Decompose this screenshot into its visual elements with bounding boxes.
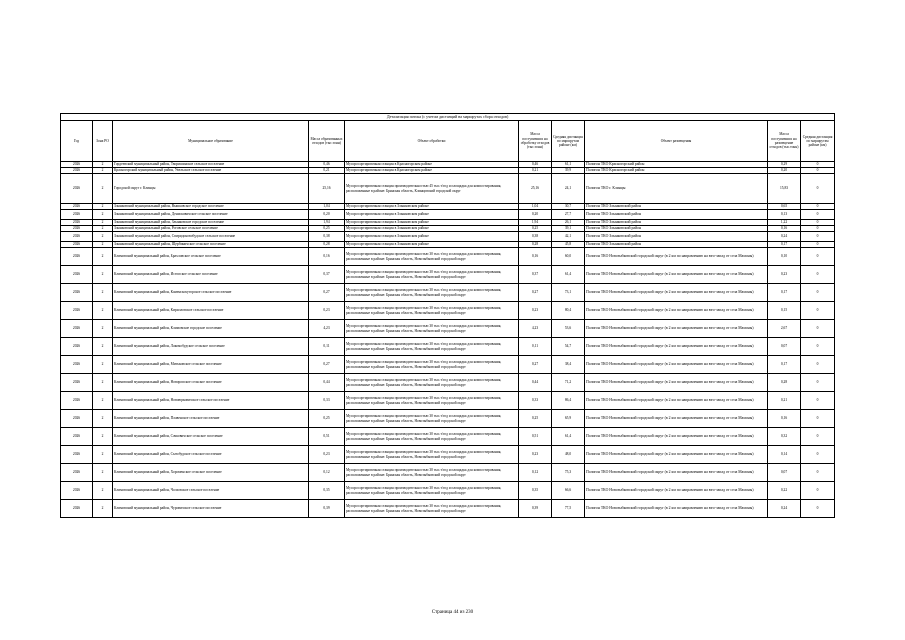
cell-municipality: Климовский муниципальный район, Истопское сельское поселение [113,266,309,284]
header-distance-placement: Средняя дистанция по маршрутам районе (км) [801,121,835,162]
cell-processing-object: Мусоросортировочная станция в Красногорском районе [345,168,519,174]
cell-year: 2026 [61,410,93,428]
cell-zone: 2 [93,248,113,266]
cell-mass-processing: 0,51 [519,428,552,446]
header-placement-object: Объект размещения [585,121,768,162]
cell-placement-object: Полигон ТКО Злынковский район [585,204,768,210]
cell-mass-generated: 0,27 [309,356,345,374]
cell-distance-placement: 0 [801,226,835,232]
cell-distance-placement: 0 [801,392,835,410]
cell-municipality: Злынковский муниципальный район, Злынковское городское поселение [113,220,309,226]
cell-mass-processing: 0,33 [519,392,552,410]
cell-processing-object: Мусоросортировочная станция в Злынковском районе [345,220,519,226]
cell-mass-processing: 0,39 [519,500,552,518]
cell-year: 2026 [61,446,93,464]
cell-placement-object: Полигон ТКО Новозыбковский городской округ (в 2 км по направлению на юго-запад от села Мамоны) [585,428,768,446]
cell-processing-object: Мусоросортировочная станция производительностью 30 тыс.т/год и площадка для компостирования, расположенные в районе: Брянская область, Новозыбковский городской округ [345,248,519,266]
cell-placement-object: Полигон ТКО Красногорский район [585,162,768,168]
cell-municipality: Климовский муниципальный район, Брахловское сельское поселение [113,248,309,266]
cell-mass-generated: 0,28 [309,242,345,248]
cell-processing-object: Мусоросортировочная станция производительностью 30 тыс.т/год и площадка для компостирования, расположенные в районе: Брянская область, Новозыбковский городской округ [345,446,519,464]
cell-municipality: Климовский муниципальный район, Новоюрковичское сельское поселение [113,392,309,410]
cell-year: 2026 [61,162,93,168]
cell-mass-processing: 25,16 [519,174,552,204]
cell-distance-processing: 42,1 [552,232,585,242]
cell-municipality: Климовский муниципальный район, Лакомобудское сельское поселение [113,338,309,356]
cell-zone: 2 [93,428,113,446]
cell-distance-placement: 0 [801,374,835,392]
cell-mass-placement: 0,28 [768,374,801,392]
cell-processing-object: Мусоросортировочная станция производительностью 45 тыс.т/год и площадка для компостирования, расположенные в районе: Брянская область, Клинцовский городской округ [345,174,519,204]
cell-mass-generated: 0,38 [309,232,345,242]
cell-distance-placement: 0 [801,248,835,266]
cell-mass-placement: 0,22 [768,482,801,500]
cell-placement-object: Полигон ТКО Злынковский район [585,232,768,242]
cell-processing-object: Мусоросортировочная станция в Злынковском районе [345,232,519,242]
cell-mass-placement: 0,13 [768,210,801,220]
cell-municipality: Климовский муниципальный район, Новоропское сельское поселение [113,374,309,392]
header-mass-generated: Масса образованных отходов (тыс.тонн) [309,121,345,162]
cell-distance-placement: 0 [801,320,835,338]
cell-year: 2026 [61,226,93,232]
cell-distance-placement: 0 [801,446,835,464]
cell-zone: 2 [93,302,113,320]
table-title: Детализация потока (с учетом дистанций на маршрутах сбора отходов) [61,114,835,121]
cell-processing-object: Мусоросортировочная станция производительностью 30 тыс.т/год и площадка для компостирования, расположенные в районе: Брянская область, Новозыбковский городской округ [345,284,519,302]
cell-placement-object: Полигон ТКО Злынковский район [585,210,768,220]
cell-processing-object: Мусоросортировочная станция производительностью 30 тыс.т/год и площадка для компостирования, расположенные в районе: Брянская область, Новозыбковский городской округ [345,266,519,284]
cell-municipality: Климовский муниципальный район, Хороменское сельское поселение [113,464,309,482]
cell-distance-placement: 0 [801,242,835,248]
cell-processing-object: Мусоросортировочная станция производительностью 30 тыс.т/год и площадка для компостирования, расположенные в районе: Брянская область, Новозыбковский городской округ [345,302,519,320]
cell-mass-processing: 0,27 [519,284,552,302]
cell-distance-placement: 0 [801,464,835,482]
cell-distance-processing: 71,2 [552,374,585,392]
cell-municipality: Климовский муниципальный район, Каменскохуторское сельское поселение [113,284,309,302]
cell-distance-placement: 0 [801,482,835,500]
cell-processing-object: Мусоросортировочная станция в Злынковском районе [345,210,519,220]
cell-year: 2026 [61,302,93,320]
cell-distance-placement: 0 [801,302,835,320]
cell-mass-generated: 0,20 [309,210,345,220]
cell-zone: 2 [93,446,113,464]
table-row [61,210,835,220]
cell-mass-placement: 0,29 [768,162,801,168]
cell-distance-placement: 0 [801,232,835,242]
table-row [61,232,835,242]
cell-municipality: Гордеевский муниципальный район, Творишинское сельское поселение [113,162,309,168]
table-row [61,338,835,356]
cell-mass-generated: 0,16 [309,248,345,266]
cell-mass-placement: 0,24 [768,500,801,518]
cell-processing-object: Мусоросортировочная станция производительностью 30 тыс.т/год и площадка для компостирования, расположенные в районе: Брянская область, Новозыбковский городской округ [345,356,519,374]
cell-distance-processing: 39,9 [552,168,585,174]
table-body [61,162,835,518]
cell-year: 2026 [61,168,93,174]
table-row [61,500,835,518]
cell-placement-object: Полигон ТКО г. Клинцы [585,174,768,204]
cell-mass-processing: 0,38 [519,232,552,242]
cell-placement-object: Полигон ТКО Новозыбковский городской округ (в 2 км по направлению на юго-запад от села Мамоны) [585,500,768,518]
cell-processing-object: Мусоросортировочная станция в Злынковском районе [345,242,519,248]
cell-municipality: Климовский муниципальный район, Климовское городское поселение [113,320,309,338]
cell-year: 2026 [61,242,93,248]
cell-placement-object: Полигон ТКО Новозыбковский городской округ (в 2 км по направлению на юго-запад от села Мамоны) [585,374,768,392]
table-row [61,302,835,320]
cell-placement-object: Полигон ТКО Новозыбковский городской округ (в 2 км по направлению на юго-запад от села Мамоны) [585,248,768,266]
cell-processing-object: Мусоросортировочная станция производительностью 30 тыс.т/год и площадка для компостирования, расположенные в районе: Брянская область, Новозыбковский городской округ [345,320,519,338]
page-number: Страница 44 из 230 [431,610,474,615]
cell-mass-placement: 0,21 [768,392,801,410]
cell-zone: 2 [93,410,113,428]
table-row [61,356,835,374]
cell-zone: 2 [93,204,113,210]
cell-zone: 2 [93,174,113,204]
header-processing-object: Объект обработки [345,121,519,162]
cell-placement-object: Полигон ТКО Злынковский район [585,226,768,232]
cell-mass-processing: 0,46 [519,162,552,168]
cell-mass-placement: 0,16 [768,410,801,428]
cell-mass-processing: 0,25 [519,410,552,428]
cell-zone: 2 [93,210,113,220]
cell-mass-generated: 0,44 [309,374,345,392]
cell-year: 2026 [61,266,93,284]
cell-municipality: Климовский муниципальный район, Чолховское сельское поселение [113,482,309,500]
cell-mass-generated: 1,94 [309,220,345,226]
cell-distance-placement: 0 [801,284,835,302]
cell-mass-placement: 0,15 [768,302,801,320]
cell-distance-processing: 61,4 [552,266,585,284]
cell-mass-placement: 0,07 [768,464,801,482]
cell-distance-processing: 61,4 [552,428,585,446]
table-row [61,174,835,204]
cell-zone: 2 [93,162,113,168]
cell-municipality: Злынковский муниципальный район, Денисковичское сельское поселение [113,210,309,220]
cell-distance-processing: 24,1 [552,174,585,204]
cell-zone: 2 [93,338,113,356]
cell-mass-processing: 0,27 [519,356,552,374]
cell-year: 2026 [61,232,93,242]
cell-distance-placement: 0 [801,428,835,446]
cell-municipality: Злынковский муниципальный район, Роговское сельское поселение [113,226,309,232]
cell-distance-placement: 0 [801,204,835,210]
cell-distance-processing: 54,7 [552,338,585,356]
cell-processing-object: Мусоросортировочная станция производительностью 30 тыс.т/год и площадка для компостирования, расположенные в районе: Брянская область, Новозыбковский городской округ [345,482,519,500]
cell-zone: 2 [93,464,113,482]
cell-placement-object: Полигон ТКО Злынковский район [585,242,768,248]
cell-distance-placement: 0 [801,174,835,204]
cell-processing-object: Мусоросортировочная станция производительностью 30 тыс.т/год и площадка для компостирования, расположенные в районе: Брянская область, Новозыбковский городской округ [345,464,519,482]
cell-mass-placement: 0,16 [768,226,801,232]
cell-mass-generated: 0,27 [309,284,345,302]
cell-distance-processing: 39,1 [552,226,585,232]
cell-distance-placement: 0 [801,210,835,220]
cell-distance-placement: 0 [801,168,835,174]
table-row [61,464,835,482]
cell-zone: 2 [93,320,113,338]
cell-year: 2026 [61,174,93,204]
table-row [61,266,835,284]
cell-year: 2026 [61,220,93,226]
cell-mass-placement: 0,23 [768,266,801,284]
cell-processing-object: Мусоросортировочная станция производительностью 30 тыс.т/год и площадка для компостирования, расположенные в районе: Брянская область, Новозыбковский городской округ [345,374,519,392]
table-row [61,284,835,302]
cell-year: 2026 [61,464,93,482]
cell-municipality: Климовский муниципальный район, Плавенское сельское поселение [113,410,309,428]
cell-mass-placement: 1,22 [768,220,801,226]
cell-mass-placement: 0,14 [768,446,801,464]
cell-mass-generated: 0,11 [309,338,345,356]
cell-year: 2026 [61,210,93,220]
cell-mass-processing: 0,23 [519,446,552,464]
cell-processing-object: Мусоросортировочная станция производительностью 30 тыс.т/год и площадка для компостирования, расположенные в районе: Брянская область, Новозыбковский городской округ [345,410,519,428]
cell-placement-object: Полигон ТКО Новозыбковский городской округ (в 2 км по направлению на юго-запад от села Мамоны) [585,338,768,356]
waste-flow-table [60,113,835,518]
cell-mass-placement: 0,65 [768,204,801,210]
cell-placement-object: Полигон ТКО Новозыбковский городской округ (в 2 км по направлению на юго-запад от села Мамоны) [585,356,768,374]
cell-processing-object: Мусоросортировочная станция в Красногорском районе [345,162,519,168]
header-mass-placement: Масса поступивших на размещение отходов (тыс.тонн) [768,121,801,162]
cell-municipality: Климовский муниципальный район, Чуровичское сельское поселение [113,500,309,518]
cell-mass-placement: 0,17 [768,242,801,248]
cell-year: 2026 [61,204,93,210]
cell-distance-placement: 0 [801,500,835,518]
cell-mass-generated: 0,37 [309,266,345,284]
cell-processing-object: Мусоросортировочная станция производительностью 30 тыс.т/год и площадка для компостирования, расположенные в районе: Брянская область, Новозыбковский городской округ [345,392,519,410]
cell-distance-processing: 26,1 [552,220,585,226]
cell-mass-processing: 0,44 [519,374,552,392]
cell-mass-generated: 0,23 [309,302,345,320]
table-row [61,392,835,410]
cell-distance-placement: 0 [801,162,835,168]
cell-mass-generated: 0,12 [309,464,345,482]
cell-year: 2026 [61,500,93,518]
cell-distance-placement: 0 [801,266,835,284]
cell-distance-processing: 48,0 [552,446,585,464]
cell-placement-object: Полигон ТКО Новозыбковский городской округ (в 2 км по направлению на юго-запад от села Мамоны) [585,284,768,302]
cell-placement-object: Полигон ТКО Новозыбковский городской округ (в 2 км по направлению на юго-запад от села Мамоны) [585,266,768,284]
cell-mass-placement: 0,17 [768,356,801,374]
cell-mass-generated: 0,25 [309,226,345,232]
cell-processing-object: Мусоросортировочная станция в Злынковском районе [345,226,519,232]
table-row [61,248,835,266]
cell-distance-processing: 77,5 [552,500,585,518]
cell-processing-object: Мусоросортировочная станция производительностью 30 тыс.т/год и площадка для компостирования, расположенные в районе: Брянская область, Новозыбковский городской округ [345,500,519,518]
cell-mass-processing: 0,21 [519,168,552,174]
header-zone: Зона РО [93,121,113,162]
cell-processing-object: Мусоросортировочная станция производительностью 30 тыс.т/год и площадка для компостирования, расположенные в районе: Брянская область, Новозыбковский городской округ [345,428,519,446]
cell-year: 2026 [61,320,93,338]
cell-mass-placement: 0,10 [768,248,801,266]
cell-mass-processing: 0,11 [519,338,552,356]
cell-municipality: Злынковский муниципальный район, Щербиничское сельское поселение [113,242,309,248]
cell-placement-object: Полигон ТКО Новозыбковский городской округ (в 2 км по направлению на юго-запад от села Мамоны) [585,446,768,464]
cell-placement-object: Полигон ТКО Красногорский район [585,168,768,174]
cell-mass-generated: 0,33 [309,392,345,410]
cell-mass-generated: 0,21 [309,168,345,174]
cell-mass-processing: 0,16 [519,248,552,266]
header-mass-processing: Масса поступивших на обработку отходов (тыс.тонн) [519,121,552,162]
cell-mass-processing: 0,23 [519,302,552,320]
table-row [61,320,835,338]
cell-mass-generated: 1,04 [309,204,345,210]
cell-placement-object: Полигон ТКО Злынковский район [585,220,768,226]
cell-municipality: Злынковский муниципальный район, Спиридоновобудское сельское поселение [113,232,309,242]
cell-placement-object: Полигон ТКО Новозыбковский городской округ (в 2 км по направлению на юго-запад от села Мамоны) [585,302,768,320]
cell-distance-placement: 0 [801,338,835,356]
cell-year: 2026 [61,392,93,410]
cell-mass-processing: 0,37 [519,266,552,284]
cell-distance-processing: 27,7 [552,210,585,220]
cell-mass-processing: 1,04 [519,204,552,210]
cell-distance-processing: 53,6 [552,320,585,338]
cell-mass-generated: 4,23 [309,320,345,338]
cell-zone: 2 [93,392,113,410]
cell-mass-processing: 0,20 [519,210,552,220]
cell-placement-object: Полигон ТКО Новозыбковский городской округ (в 2 км по направлению на юго-запад от села Мамоны) [585,482,768,500]
cell-mass-generated: 0,51 [309,428,345,446]
cell-zone: 2 [93,500,113,518]
cell-mass-generated: 0,46 [309,162,345,168]
cell-distance-processing: 38,4 [552,356,585,374]
cell-zone: 2 [93,226,113,232]
cell-distance-processing: 66,6 [552,482,585,500]
cell-zone: 2 [93,168,113,174]
cell-mass-placement: 2,67 [768,320,801,338]
cell-municipality: Климовский муниципальный район, Сытобудское сельское поселение [113,446,309,464]
cell-municipality: Климовский муниципальный район, Кирилловское сельское поселение [113,302,309,320]
cell-zone: 2 [93,242,113,248]
cell-year: 2026 [61,284,93,302]
cell-mass-placement: 0,20 [768,168,801,174]
cell-mass-generated: 0,25 [309,410,345,428]
table-row [61,374,835,392]
cell-mass-processing: 1,94 [519,220,552,226]
cell-mass-generated: 25,16 [309,174,345,204]
cell-mass-processing: 0,25 [519,226,552,232]
cell-municipality: Злынковский муниципальный район, Вышковское городское поселение [113,204,309,210]
cell-mass-placement: 0,32 [768,428,801,446]
cell-zone: 2 [93,220,113,226]
cell-distance-processing: 73,1 [552,284,585,302]
cell-municipality: Климовский муниципальный район, Сачковичское сельское поселение [113,428,309,446]
cell-distance-placement: 0 [801,410,835,428]
cell-processing-object: Мусоросортировочная станция производительностью 30 тыс.т/год и площадка для компостирования, расположенные в районе: Брянская область, Новозыбковский городской округ [345,338,519,356]
cell-year: 2026 [61,428,93,446]
cell-mass-placement: 0,07 [768,338,801,356]
table-row [61,482,835,500]
cell-mass-placement: 0,17 [768,284,801,302]
cell-municipality: Климовский муниципальный район, Митьковское сельское поселение [113,356,309,374]
cell-mass-processing: 0,28 [519,242,552,248]
cell-year: 2026 [61,248,93,266]
cell-distance-processing: 30,7 [552,204,585,210]
header-year: Год [61,121,93,162]
cell-distance-processing: 61,1 [552,162,585,168]
cell-zone: 2 [93,374,113,392]
table-row [61,446,835,464]
cell-placement-object: Полигон ТКО Новозыбковский городской округ (в 2 км по направлению на юго-запад от села Мамоны) [585,410,768,428]
cell-zone: 2 [93,266,113,284]
header-municipality: Муниципальное образование [113,121,309,162]
cell-mass-placement: 0,24 [768,232,801,242]
cell-year: 2026 [61,374,93,392]
cell-distance-processing: 65,9 [552,410,585,428]
cell-placement-object: Полигон ТКО Новозыбковский городской округ (в 2 км по направлению на юго-запад от села Мамоны) [585,464,768,482]
cell-mass-generated: 0,39 [309,500,345,518]
cell-distance-placement: 0 [801,220,835,226]
cell-municipality: Красногорский муниципальный район, Увельское сельское поселение [113,168,309,174]
data-table-sheet [60,113,834,518]
header-distance-processing: Средняя дистанция по маршрутам районе (км) [552,121,585,162]
cell-year: 2026 [61,338,93,356]
cell-distance-processing: 60,0 [552,248,585,266]
cell-placement-object: Полигон ТКО Новозыбковский городской округ (в 2 км по направлению на юго-запад от села Мамоны) [585,320,768,338]
table-row [61,410,835,428]
cell-mass-processing: 0,12 [519,464,552,482]
cell-year: 2026 [61,482,93,500]
cell-mass-generated: 0,23 [309,446,345,464]
cell-zone: 2 [93,356,113,374]
cell-municipality: Городской округ г. Клинцы [113,174,309,204]
cell-zone: 2 [93,482,113,500]
cell-distance-processing: 80,4 [552,302,585,320]
table-row [61,428,835,446]
cell-mass-processing: 0,35 [519,482,552,500]
cell-placement-object: Полигон ТКО Новозыбковский городской округ (в 2 км по направлению на юго-запад от села Мамоны) [585,392,768,410]
cell-mass-processing: 4,23 [519,320,552,338]
cell-distance-processing: 86,4 [552,392,585,410]
cell-distance-processing: 75,3 [552,464,585,482]
cell-distance-placement: 0 [801,356,835,374]
cell-mass-generated: 0,35 [309,482,345,500]
cell-zone: 2 [93,232,113,242]
cell-mass-placement: 15,83 [768,174,801,204]
cell-distance-processing: 45,8 [552,242,585,248]
cell-year: 2026 [61,356,93,374]
cell-zone: 2 [93,284,113,302]
cell-processing-object: Мусоросортировочная станция в Злынковском районе [345,204,519,210]
